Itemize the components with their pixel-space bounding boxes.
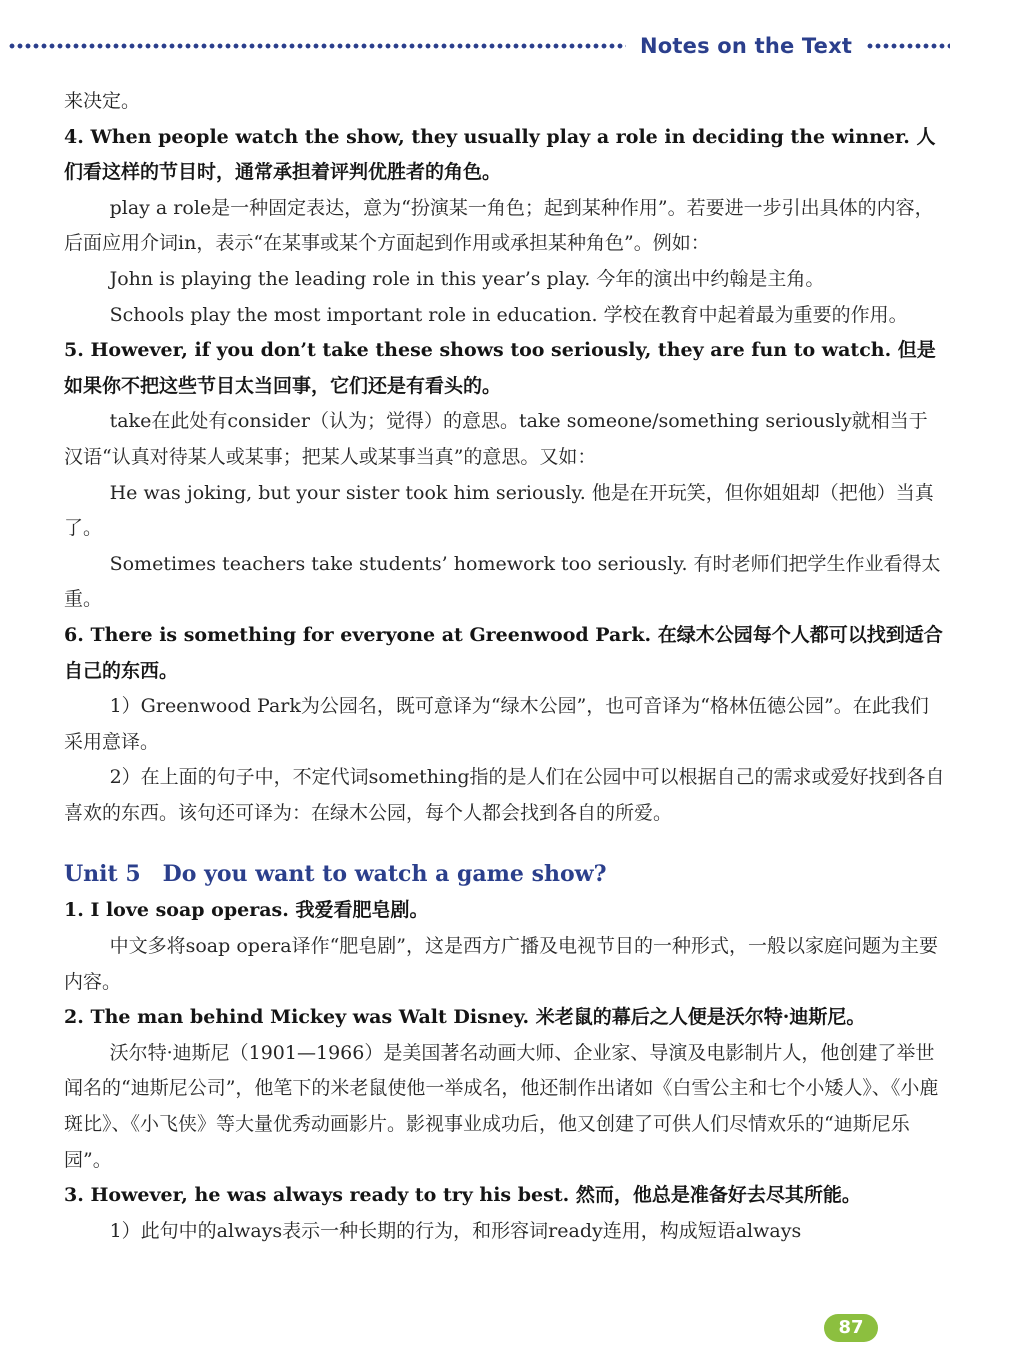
note-4-example-1: John is playing the leading role in this year’s play. 今年的演出中约翰是主角。 bbox=[109, 267, 825, 290]
unit-note-1-paragraph: 中文多将soap opera译作“肥皂剧”，这是西方广播及电视节目的一种形式，一般以家庭问题为主要内容。 bbox=[64, 935, 938, 993]
header-dotted-rule-left bbox=[8, 43, 626, 49]
note-5-heading: 5. However, if you don’t take these shows too seriously, they are fun to watch. 但是如果你不把这些节目太当回事，它们还是有看头的。 bbox=[64, 339, 936, 397]
note-5-example-1: He was joking, but your sister took him seriously. 他是在开玩笑，但你姐姐却（把他）当真了。 bbox=[64, 481, 934, 540]
unit-note-1-heading: 1. I love soap operas. 我爱看肥皂剧。 bbox=[64, 899, 429, 922]
unit-number: Unit 5 bbox=[64, 861, 141, 888]
note-6-heading: 6. There is something for everyone at Greenwood Park. 在绿木公园每个人都可以找到适合自己的东西。 bbox=[64, 623, 943, 682]
note-6-point-1: 1）Greenwood Park为公园名，既可意译为“绿木公园”，也可音译为“格林伍德公园”。在此我们采用意译。 bbox=[64, 695, 929, 753]
note-5-paragraph: take在此处有consider（认为；觉得）的意思。take someone/something seriously就相当于汉语“认真对待某人或某事；把某人或某事当真”的意思。又如： bbox=[64, 410, 928, 468]
unit-note-3-point-1: 1）此句中的always表示一种长期的行为，和形容词ready连用，构成短语always bbox=[109, 1219, 802, 1242]
header-dotted-rule-right bbox=[866, 43, 950, 49]
page-number-badge: 87 bbox=[824, 1314, 878, 1342]
unit-heading bbox=[64, 855, 946, 893]
unit-note-3-heading: 3. However, he was always ready to try his best. 然而，他总是准备好去尽其所能。 bbox=[64, 1184, 861, 1207]
note-4-example-2: Schools play the most important role in education. 学校在教育中起着最为重要的作用。 bbox=[109, 303, 908, 326]
continued-text: 来决定。 bbox=[64, 90, 141, 112]
header-title: Notes on the Text bbox=[640, 34, 853, 58]
unit-title: Do you want to watch a game show? bbox=[162, 861, 607, 888]
note-5-example-2: Sometimes teachers take students’ homework too seriously. 有时老师们把学生作业看得太重。 bbox=[64, 552, 941, 611]
unit-note-2-heading: 2. The man behind Mickey was Walt Disney. 米老鼠的幕后之人便是沃尔特·迪斯尼。 bbox=[64, 1006, 866, 1029]
note-6-point-2: 2）在上面的句子中，不定代词something指的是人们在公园中可以根据自己的需求或爱好找到各自喜欢的东西。该句还可译为：在绿木公园，每个人都会找到各自的所爱。 bbox=[64, 766, 945, 824]
note-4-paragraph: play a role是一种固定表达，意为“扮演某一角色；起到某种作用”。若要进一步引出具体的内容，后面应用介词in，表示“在某事或某个方面起到作用或承担某种角色”。例如： bbox=[64, 196, 934, 255]
note-4-heading: 4. When people watch the show, they usually play a role in deciding the winner. 人们看这样的节目时，通常承担着评判优胜者的角色。 bbox=[64, 125, 936, 184]
running-header bbox=[0, 34, 1024, 62]
page-content bbox=[64, 84, 946, 1249]
unit-note-2-paragraph: 沃尔特·迪斯尼（1901—1966）是美国著名动画大师、企业家、导演及电影制片人，他创建了举世闻名的“迪斯尼公司”，他笔下的米老鼠使他一举成名，他还制作出诸如《白雪公主和七个小矮人》、《小鹿斑比》、《小飞侠》等大量优秀动画影片。影视事业成功后，他又创建了可供人们尽情欢乐的“迪斯尼乐园”。 bbox=[64, 1041, 939, 1171]
